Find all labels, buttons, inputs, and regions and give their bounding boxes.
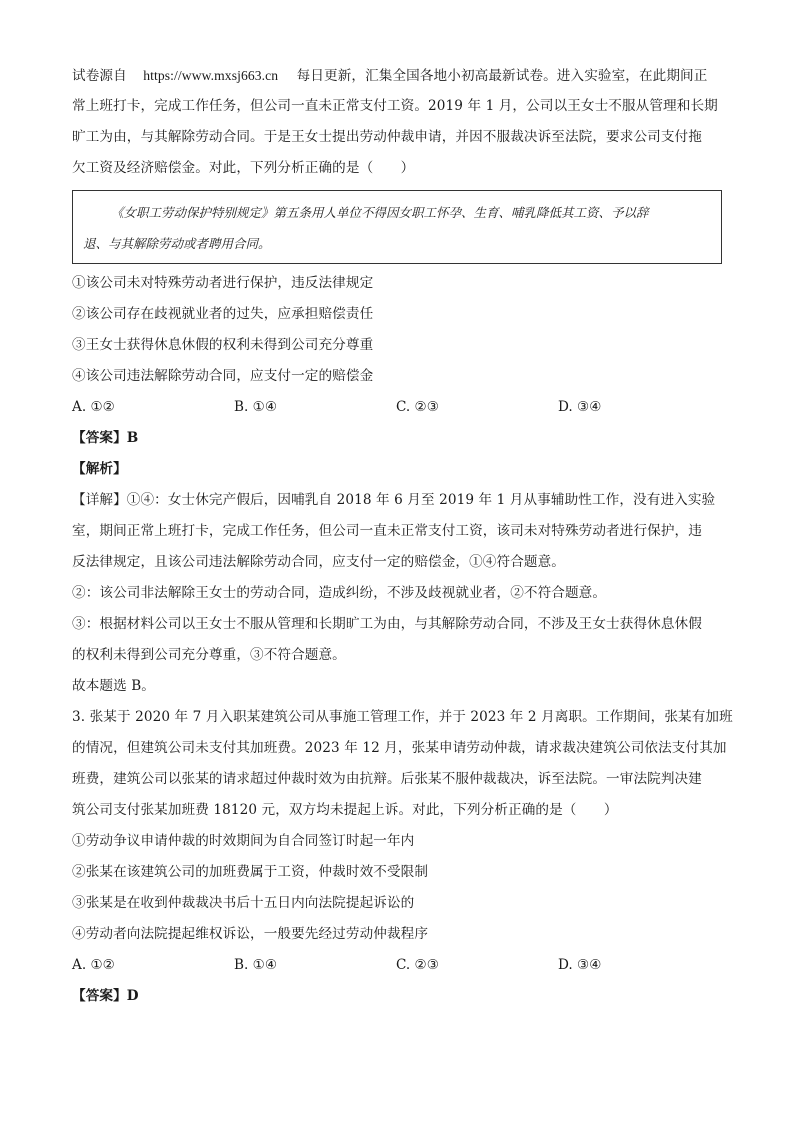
q2-option-a: A. ①②	[72, 399, 115, 415]
source-url-link[interactable]: https://www.mxsj663.cn	[143, 68, 279, 83]
q2-analysis-line: 室，期间正常上班打卡，完成工作任务，但公司一直未正常支付工资，该司未对特殊劳动者进行保护，违	[72, 523, 702, 539]
q3-answer: 【答案】D	[72, 988, 139, 1004]
q3-stem-line: 3. 张某于 2020 年 7 月入职某建筑公司从事施工管理工作，并于 2023 年 2 月离职。工作期间，张某有加班	[72, 709, 733, 725]
document-page	[72, 60, 733, 1012]
q2-stem-line: 常上班打卡，完成工作任务，但公司一直未正常支付工资。2019 年 1 月，公司以王女士不服从管理和长期	[72, 98, 718, 114]
q3-statement-4: ④劳动者向法院提起维权诉讼，一般要先经过劳动仲裁程序	[72, 926, 429, 942]
q2-analysis-line: ③：根据材料公司以王女士不服从管理和长期旷工为由，与其解除劳动合同，不涉及王女士获得休息休假	[72, 616, 702, 632]
q2-statement-4: ④该公司违法解除劳动合同，应支付一定的赔偿金	[72, 368, 374, 384]
law-quote-box	[72, 190, 722, 264]
q2-statement-2: ②该公司存在歧视就业者的过失，应承担赔偿责任	[72, 306, 374, 322]
q2-stem-line: 旷工为由，与其解除劳动合同。于是王女士提出劳动仲裁申请，并因不服裁决诉至法院，要求公司支付拖	[72, 129, 702, 145]
law-quote-line: 《女职工劳动保护特别规定》第五条用人单位不得因女职工怀孕、生育、哺乳降低其工资、予以辞	[111, 205, 649, 220]
q2-option-d: D. ③④	[558, 399, 602, 415]
q2-option-b: B. ①④	[234, 399, 278, 415]
q3-statement-2: ②张某在该建筑公司的加班费属于工资，仲裁时效不受限制	[72, 864, 429, 880]
q2-analysis-line: 的权利未得到公司充分尊重，③不符合题意。	[72, 647, 346, 663]
q3-stem-line: 筑公司支付张某加班费 18120 元，双方均未提起上诉。对此，下列分析正确的是（ ）	[72, 802, 618, 818]
q2-stem-line: 欠工资及经济赔偿金。对此，下列分析正确的是（ ）	[72, 160, 415, 176]
source-tail: 每日更新，汇集全国各地小初高最新试卷。进入实验室，在此期间正	[296, 68, 708, 84]
q2-statement-1: ①该公司未对特殊劳动者进行保护，违反法律规定	[72, 275, 374, 291]
q3-stem-line: 的情况，但建筑公司未支付其加班费。2023 年 12 月，张某申请劳动仲裁，请求裁决建筑公司依法支付其加	[72, 740, 727, 756]
q3-option-b: B. ①④	[234, 957, 278, 973]
source-line	[72, 60, 722, 91]
q2-answer: 【答案】B	[72, 430, 139, 446]
q3-statement-1: ①劳动争议申请仲裁的时效期间为自合同签订时起一年内	[72, 833, 415, 849]
q3-options	[72, 950, 722, 981]
q2-conclusion: 故本题选 B。	[72, 678, 155, 694]
q3-option-d: D. ③④	[558, 957, 602, 973]
law-quote-line: 退、与其解除劳动或者聘用合同。	[83, 236, 271, 251]
q2-analysis-line: 反法律规定，且该公司违法解除劳动合同，应支付一定的赔偿金，①④符合题意。	[72, 554, 565, 570]
q3-option-a: A. ①②	[72, 957, 115, 973]
q2-options	[72, 392, 722, 423]
q3-option-c: C. ②③	[396, 957, 439, 973]
source-label: 试卷源自	[72, 68, 127, 84]
q2-analysis-line: ②：该公司非法解除王女士的劳动合同，造成纠纷，不涉及歧视就业者，②不符合题意。	[72, 585, 607, 601]
q3-stem-line: 班费，建筑公司以张某的请求超过仲裁时效为由抗辩。后张某不服仲裁裁决，诉至法院。一审法院判决建	[72, 771, 702, 787]
q2-statement-3: ③王女士获得休息休假的权利未得到公司充分尊重	[72, 337, 374, 353]
q3-statement-3: ③张某是在收到仲裁裁决书后十五日内向法院提起诉讼的	[72, 895, 415, 911]
q2-analysis-line: 【详解】①④：女士休完产假后，因哺乳自 2018 年 6 月至 2019 年 1 月从事辅助性工作，没有进入实验	[72, 492, 716, 508]
q2-option-c: C. ②③	[396, 399, 439, 415]
q2-analysis-title: 【解析】	[72, 461, 127, 477]
